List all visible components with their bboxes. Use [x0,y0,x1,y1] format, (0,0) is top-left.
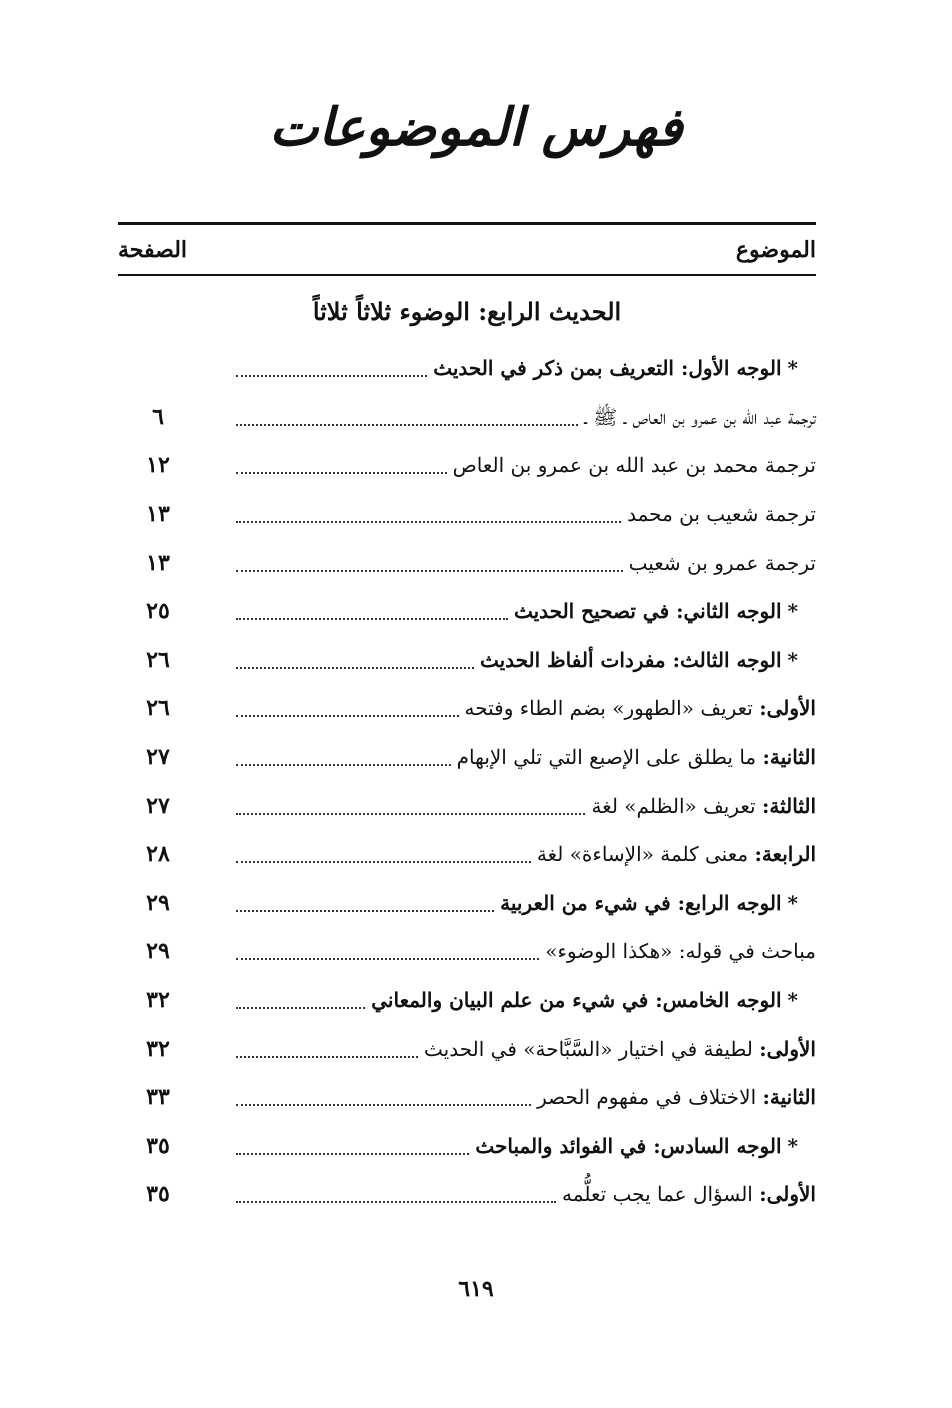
asterisk-icon: * [787,988,798,1013]
toc-entry-title [629,548,816,578]
toc-entry-title [562,1179,816,1209]
toc-page-number: ١٢ [146,452,170,479]
page-title: فهرس الموضوعات [269,97,683,158]
dot-leader [236,813,585,815]
toc-entry-lead: الثانية: [762,1085,816,1110]
toc-entry[interactable] [118,684,816,733]
footer-page-number: ٦١٩ [458,1276,494,1302]
toc-entry[interactable] [118,393,816,442]
topic-column-label: الموضوع [735,237,816,263]
toc-entry-title [475,1131,816,1161]
toc-entry[interactable] [118,879,816,928]
top-rule [118,222,816,225]
toc-entry-title [453,450,816,480]
toc-entry[interactable] [118,781,816,830]
toc-entry[interactable] [118,733,816,782]
toc-entry-title [480,645,816,675]
toc-page-number: ٢٩ [146,938,170,965]
toc-entry[interactable] [118,830,816,879]
toc-entry-text: الوجه الثالث: مفردات ألفاظ الحديث [479,647,782,672]
toc-entry[interactable] [118,587,816,636]
toc-entry[interactable] [118,1024,816,1073]
toc-entry-title [465,693,817,723]
asterisk-icon: * [787,890,798,915]
header-rule [118,274,816,276]
page-column-label: الصفحة [118,237,188,263]
toc-entry[interactable] [118,927,816,976]
asterisk-icon: * [787,647,798,672]
toc-entry-lead: الثالثة: [761,793,816,818]
toc-entry[interactable] [118,538,816,587]
toc-entry-title [627,499,816,529]
toc-entry[interactable] [118,976,816,1025]
toc-entry[interactable] [118,1122,816,1171]
dot-leader [236,424,578,426]
asterisk-icon: * [787,1133,798,1158]
toc-entry-title [514,596,816,626]
toc-page-number: ٢٦ [146,695,170,722]
toc-entry-title [457,742,816,772]
dot-leader [236,1201,556,1203]
toc-entry-text: ما يطلق على الإصبع التي تلي الإبهام [456,745,757,770]
toc-entry[interactable] [118,1170,816,1219]
dot-leader [236,715,459,717]
toc-entry-text: الوجه الثاني: في تصحيح الحديث [513,599,782,624]
toc-entry[interactable] [118,344,816,393]
toc-entry-title [537,1082,816,1112]
dot-leader [236,910,494,912]
toc-entry-text: ترجمة محمد بن عبد الله بن عمرو بن العاص [452,453,816,478]
toc-entry-lead: الأولى: [759,1036,816,1061]
toc-entry-text: الوجه السادس: في الفوائد والمباحث [475,1133,782,1158]
toc-entry-text: ترجمة عمرو بن شعيب [628,550,816,575]
asterisk-icon: * [787,356,798,381]
toc-entry-title [433,353,816,383]
toc-entry-text: الوجه الخامس: في شيء من علم البيان والمعاني [371,988,782,1013]
toc-page-number: ٢٥ [146,598,170,625]
toc-entry-lead: الرابعة: [754,842,816,867]
toc-page-number: ٢٧ [146,792,170,819]
toc-entry-text: ترجمة عبد الله بن عمرو بن العاص ـ ﷺ ـ [584,404,816,429]
toc-page-number: ٢٦ [146,646,170,673]
toc-entry-text: لطيفة في اختيار «السَّبَّاحة» في الحديث [424,1036,753,1061]
toc-entry-title [545,936,816,966]
toc-page-number: ١٣ [146,501,170,528]
toc-entry-title [371,985,816,1015]
toc-entry-text: معنى كلمة «الإساءة» لغة [536,842,749,867]
dot-leader [236,521,621,523]
dot-leader [236,1056,418,1058]
toc-entry-text: الوجه الرابع: في شيء من العربية [500,890,782,915]
toc-entry-text: مباحث في قوله: «هكذا الوضوء» [545,939,816,964]
toc-page-number: ٣٢ [146,987,170,1014]
toc-entry[interactable] [118,490,816,539]
toc-entry[interactable] [118,636,816,685]
toc-page-number: ٣٥ [146,1132,170,1159]
dot-leader [236,1007,365,1009]
dot-leader [236,667,474,669]
toc-entry-title [591,791,816,821]
toc-entry[interactable] [118,441,816,490]
toc-entry-title [500,888,816,918]
dot-leader [236,1104,531,1106]
toc-page-number: ٣٢ [146,1035,170,1062]
toc-entry-text: الوجه الأول: التعريف بمن ذكر في الحديث [433,356,782,381]
toc-entry-lead: الثانية: [762,745,816,770]
dot-leader [236,1153,469,1155]
dot-leader [236,618,508,620]
toc-list [118,344,816,1219]
dot-leader [236,472,447,474]
toc-page-number: ١٣ [146,549,170,576]
toc-page-number: ٢٧ [146,744,170,771]
toc-entry-text: ترجمة شعيب بن محمد [627,502,816,527]
dot-leader [236,958,539,960]
toc-page-number: ٣٣ [146,1084,170,1111]
toc-entry-title [584,402,816,432]
toc-entry-text: تعريف «الطهور» بضم الطاء وفتحه [464,696,753,721]
column-header [118,230,816,270]
toc-entry-text: الاختلاف في مفهوم الحصر [537,1085,757,1110]
dot-leader [236,375,427,377]
section-heading: الحديث الرابع: الوضوء ثلاثاً ثلاثاً [312,297,622,326]
toc-page-number: ٢٨ [146,841,170,868]
toc-page-number: ٦ [152,403,164,430]
toc-page-number: ٣٥ [146,1181,170,1208]
dot-leader [236,764,451,766]
toc-entry-title [537,839,816,869]
toc-entry-title [424,1034,816,1064]
toc-entry-lead: الأولى: [759,696,816,721]
asterisk-icon: * [787,599,798,624]
toc-entry[interactable] [118,1073,816,1122]
dot-leader [236,861,531,863]
toc-page-number: ٢٩ [146,889,170,916]
toc-entry-text: تعريف «الظلم» لغة [591,793,756,818]
dot-leader [236,570,623,572]
toc-entry-text: السؤال عما يجب تعلُّمه [562,1182,753,1207]
toc-entry-lead: الأولى: [759,1182,816,1207]
